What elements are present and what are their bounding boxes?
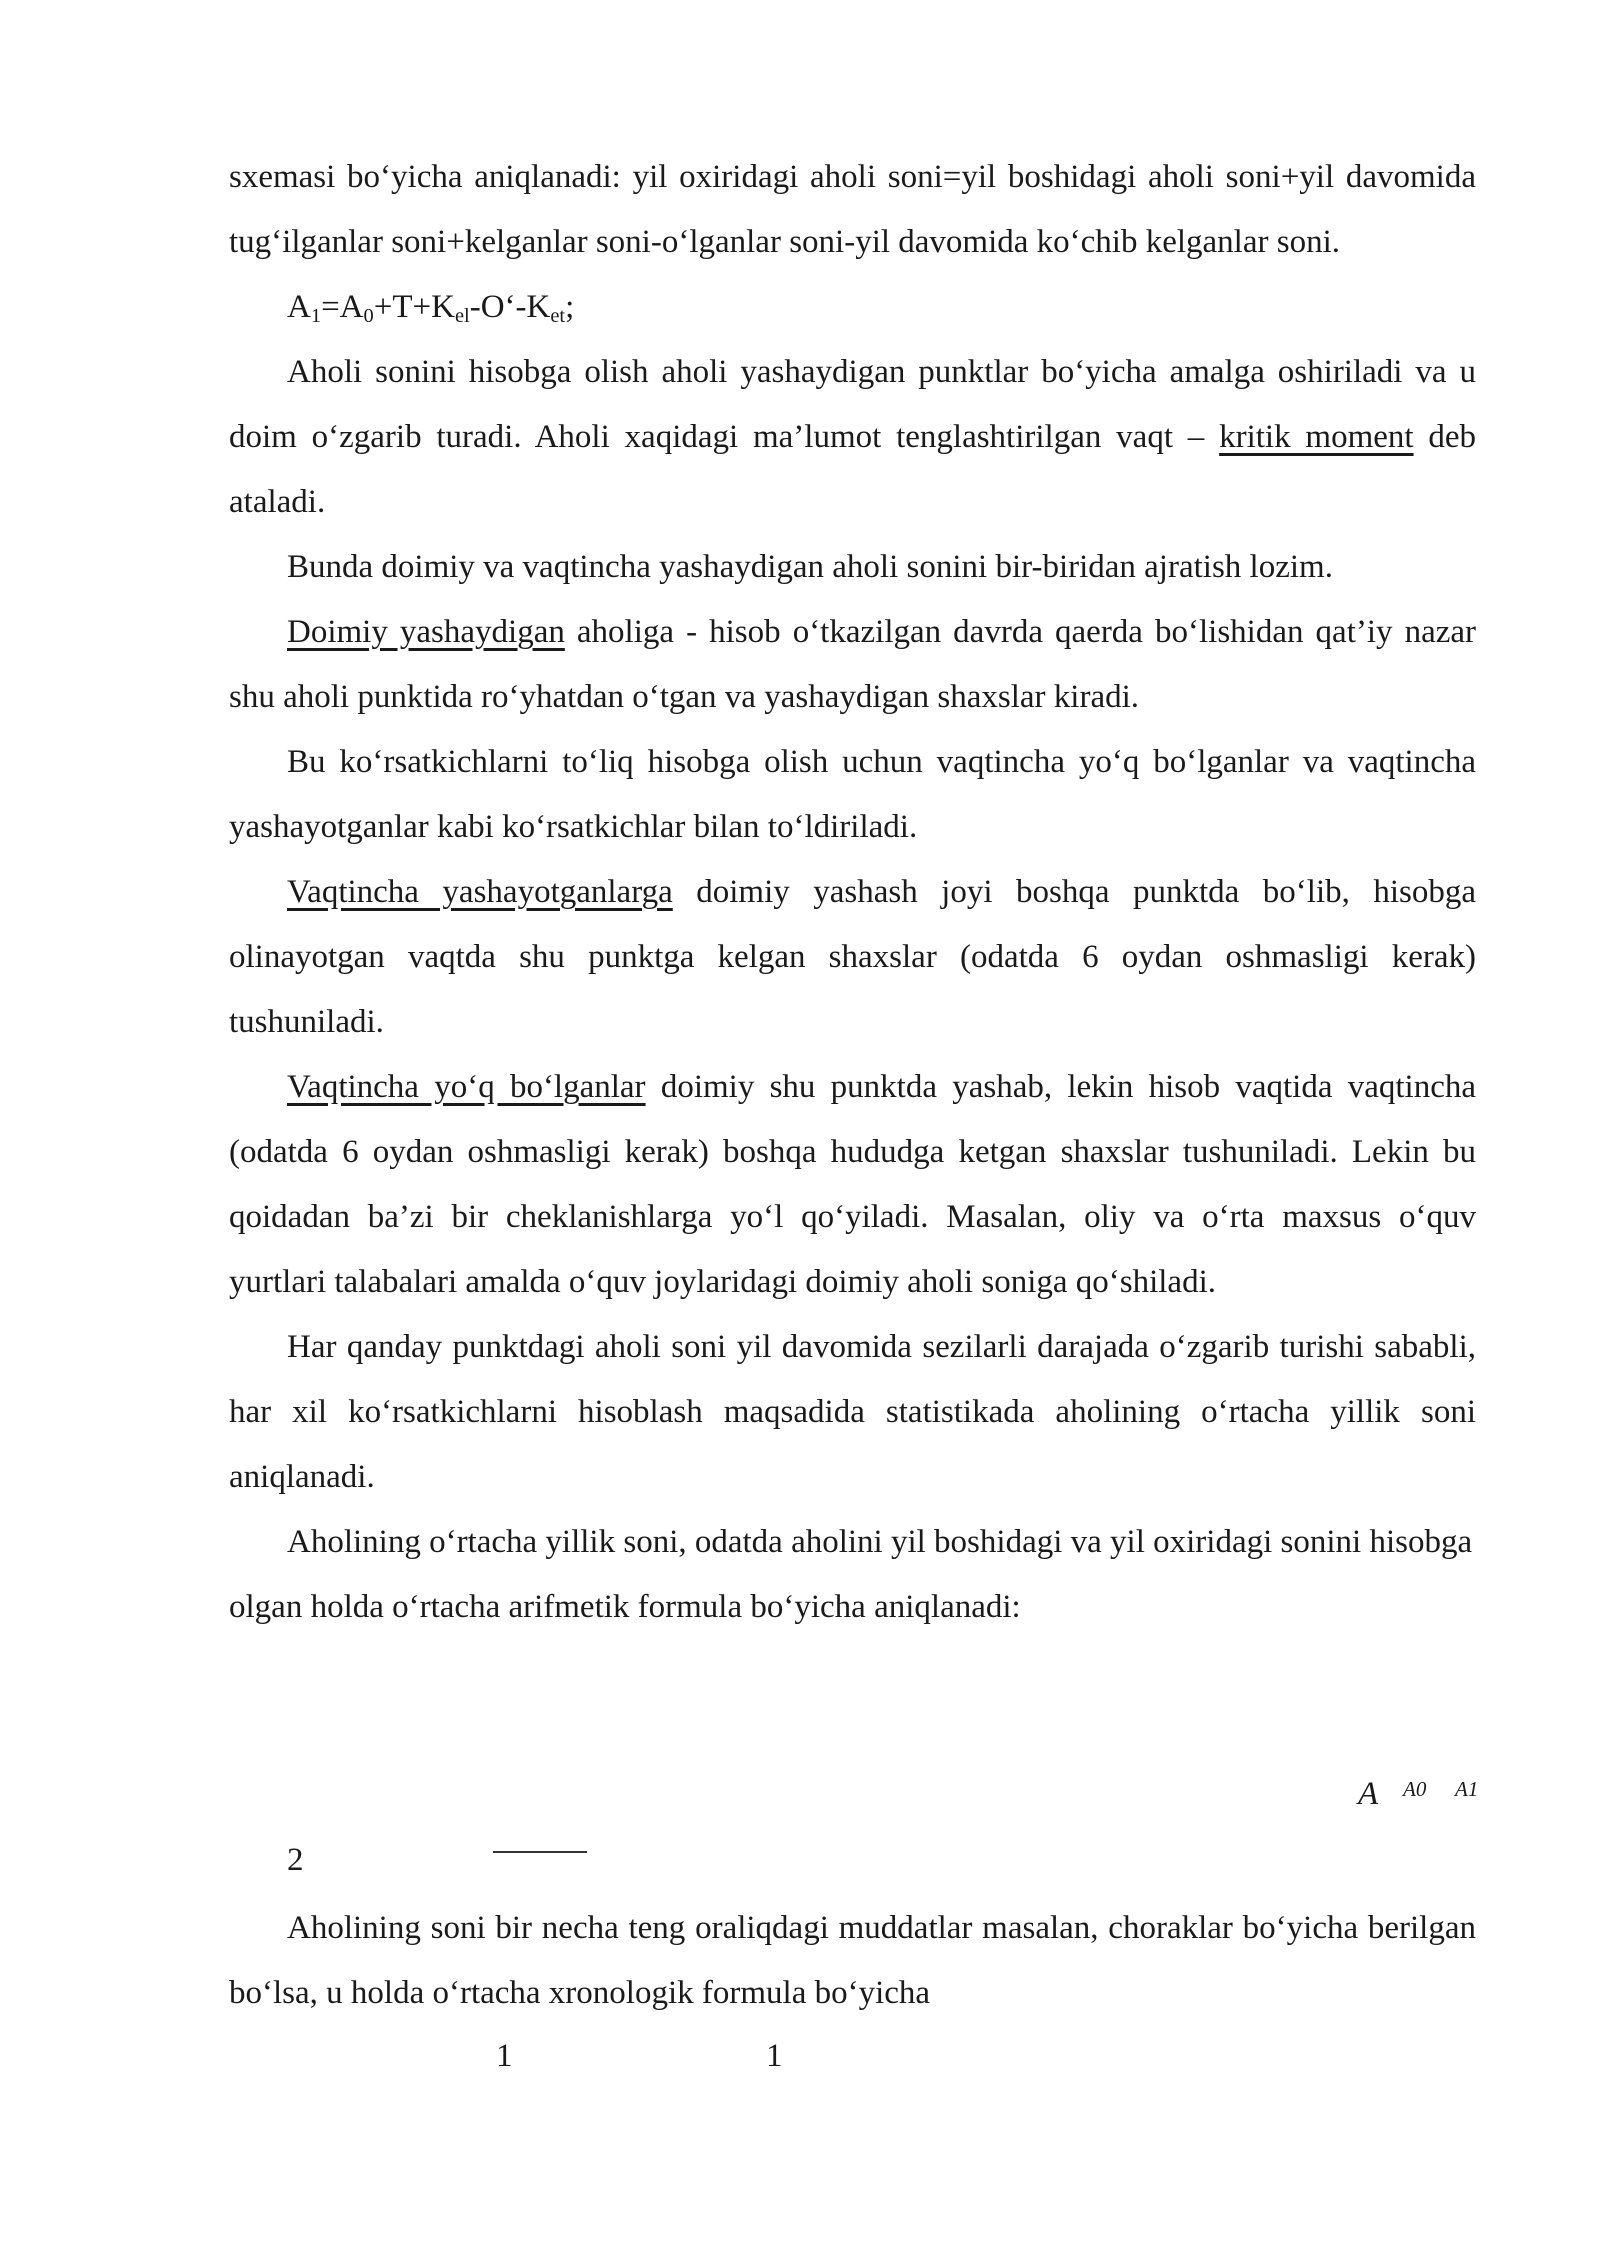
paragraph-2 <box>229 340 1476 535</box>
paragraph-10: Aholining soni bir necha teng oraliqdagi muddatlar masalan, choraklar bo‘yicha berilgan bo‘lsa, u holda o‘rtacha xronologik formula bo‘yicha <box>229 1910 1476 2011</box>
paragraph-2-end: deb ataladi. <box>229 419 1477 520</box>
term-vaqtincha-yoq-bolganlar: Vaqtincha yo‘q bo‘lganlar <box>287 1069 646 1105</box>
text-block-top <box>229 145 1476 1640</box>
paragraph-8: Har qanday punktdagi aholi soni yil davomida sezilarli darajada o‘zgarib turishi sababli, har xil ko‘rsatkichlarni hisoblash maqsadida statistikada aholining o‘rtacha yillik soni aniqlanadi. <box>229 1329 1476 1495</box>
formula-avg-denominator: 2 <box>287 1842 304 1878</box>
formula-plus-t-k: +T+K <box>373 289 455 325</box>
paragraph-7-text: doimiy shu punktda yashab, lekin hisob vaqtida vaqtincha (odatda 6 oydan oshmasligi kerak) boshqa hududga ketgan shaxslar tushuniladi. Lekin bu qoidadan ba’zi bir cheklanishlarga yo‘l qo‘yiladi. Masalan, oliy va o‘rta maxsus o‘quv yurtlari talabalari amalda o‘quv joylaridagi doimiy aholi soniga qo‘shiladi. <box>229 1069 1477 1300</box>
formula-end: ; <box>565 289 575 325</box>
formula-eq-a: =A <box>321 289 364 325</box>
formula-a-symbol: A <box>287 289 311 325</box>
formula-chrono-one-left: 1 <box>496 2038 513 2074</box>
formula-avg-a0: A0 <box>1403 1777 1427 1801</box>
paragraph-4-text: aholiga - hisob o‘tkazilgan davrda qaerda bo‘lishidan qat’iy nazar shu aholi punktida ro‘yhatdan o‘tgan va yashaydigan shaxslar kiradi. <box>229 614 1476 715</box>
formula-avg-fraction-line <box>493 1851 587 1853</box>
formula-sub-et: et <box>550 305 566 328</box>
formula-sub-el: el <box>454 305 470 328</box>
term-kritik-moment: kritik moment <box>1219 419 1414 455</box>
paragraph-2-text: Aholi sonini hisobga olish aholi yashaydigan punktlar bo‘yicha amalga oshiriladi va u doim o‘zgarib turadi. Aholi xaqidagi ma’lumot tenglashtirilgan vaqt – <box>229 354 1476 455</box>
paragraph-3: Bunda doimiy va vaqtincha yashaydigan aholi sonini bir-biridan ajratish lozim. <box>287 549 1333 585</box>
formula-population-balance <box>229 275 1476 340</box>
paragraph-9: Aholining o‘rtacha yillik soni, odatda aholini yil boshidagi va yil oxiridagi sonini hisobga olgan holda o‘rtacha arifmetik formula bo‘yicha aniqlanadi: <box>229 1524 1473 1625</box>
paragraph-4 <box>229 600 1476 730</box>
term-doimiy-yashaydigan: Doimiy yashaydigan <box>287 614 565 650</box>
formula-sub-0: 0 <box>363 305 374 328</box>
paragraph-6 <box>229 860 1476 1055</box>
term-vaqtincha-yashayotganlarga: Vaqtincha yashayotganlarga <box>287 874 673 910</box>
formula-chrono-one-right: 1 <box>766 2038 783 2074</box>
paragraph-6-text: doimiy yashash joyi boshqa punktda bo‘lib, hisobga olinayotgan vaqtda shu punktga kelgan shaxslar (odatda 6 oydan oshmasligi kerak) tushuniladi. <box>229 874 1476 1040</box>
text-block-bottom <box>229 1896 1476 2026</box>
formula-avg-a: A <box>1358 1776 1379 1812</box>
formula-avg-a1: A1 <box>1455 1777 1479 1801</box>
paragraph-7 <box>229 1055 1476 1315</box>
formula-sub-1: 1 <box>310 305 322 328</box>
formula-minus-o-k: -O‘-K <box>469 289 551 325</box>
paragraph-1: sxemasi bo‘yicha aniqlanadi: yil oxiridagi aholi soni=yil boshidagi aholi soni+yil davomida tug‘ilganlar soni+kelganlar soni-o‘lganlar soni-yil davomida ko‘chib kelganlar soni. <box>229 159 1476 260</box>
paragraph-5: Bu ko‘rsatkichlarni to‘liq hisobga olish uchun vaqtincha yo‘q bo‘lganlar va vaqtincha yashayotganlar kabi ko‘rsatkichlar bilan to‘ldiriladi. <box>229 744 1476 845</box>
